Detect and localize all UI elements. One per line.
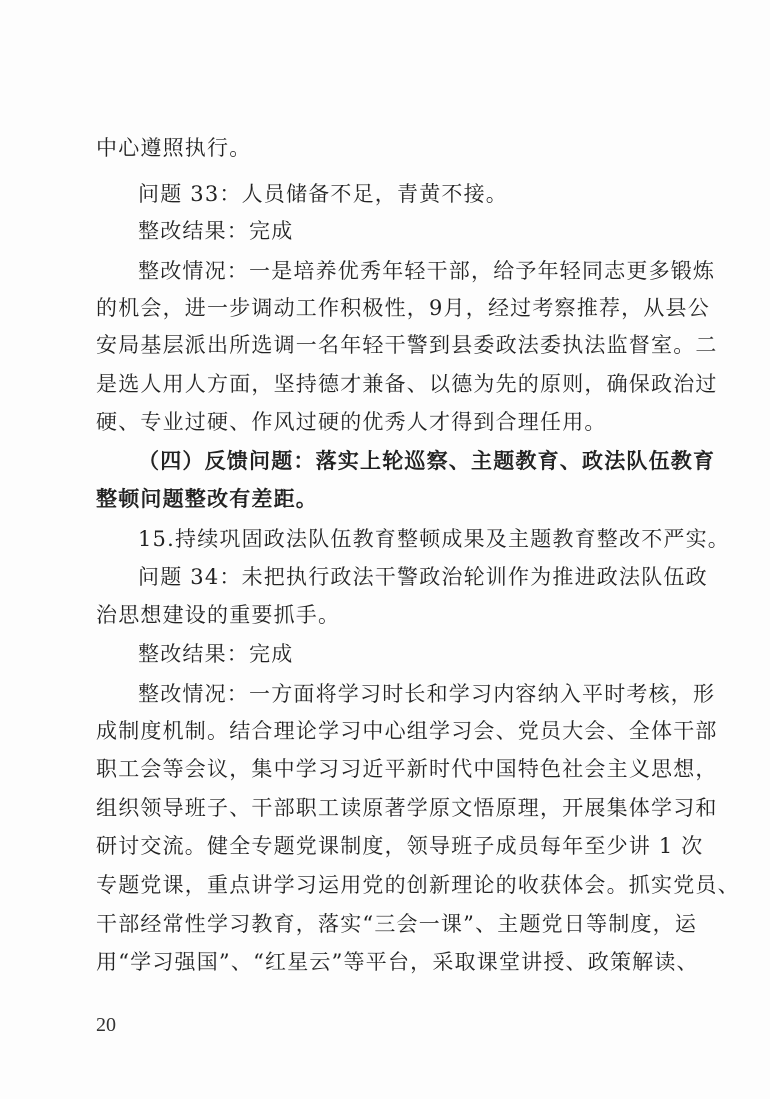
text-line: 整改结果：完成 xyxy=(138,219,294,243)
text-line: 干部经常性学习教育，落实“三会一课”、主题党日等制度，运 xyxy=(96,912,698,936)
text-line: 职工会等会议，集中学习习近平新时代中国特色社会主义思想， xyxy=(96,757,718,781)
text-line: 整改情况：一方面将学习时长和学习内容纳入平时考核，形 xyxy=(138,682,716,706)
text-line: 整改情况：一是培养优秀年轻干部，给予年轻同志更多锻炼 xyxy=(138,259,716,283)
page-number: 20 xyxy=(96,1014,116,1036)
text-line: 治思想建设的重要抓手。 xyxy=(96,603,341,627)
text-line: 中心遵照执行。 xyxy=(96,136,252,160)
text-line: 组织领导班子、干部职工读原著学原文悟原理，开展集体学习和 xyxy=(96,796,718,820)
text-line: 15.持续巩固政法队伍教育整顿成果及主题教育整改不严实。 xyxy=(138,527,730,551)
section-heading-line: （四）反馈问题：落实上轮巡察、主题教育、政法队伍教育 xyxy=(138,448,716,473)
text-line: 安局基层派出所选调一名年轻干警到县委政法委执法监督室。二 xyxy=(96,333,718,357)
text-line: 成制度机制。结合理论学习中心组学习会、党员大会、全体干部 xyxy=(96,719,718,743)
text-line: 硬、专业过硬、作风过硬的优秀人才得到合理任用。 xyxy=(96,410,607,434)
text-line: 是选人用人方面，坚持德才兼备、以德为先的原则，确保政治过 xyxy=(96,372,718,396)
text-line: 用“学习强国”、“红星云”等平台，采取课堂讲授、政策解读、 xyxy=(96,950,699,974)
text-line: 的机会，进一步调动工作积极性，9月，经过考察推荐，从县公 xyxy=(96,296,710,320)
text-line: 整改结果：完成 xyxy=(138,642,294,666)
section-heading-line: 整顿问题整改有差距。 xyxy=(96,486,318,511)
text-line: 问题 33：人员储备不足，青黄不接。 xyxy=(138,182,508,206)
text-line: 研讨交流。健全专题党课制度，领导班子成员每年至少讲 1 次 xyxy=(96,834,704,858)
text-line: 问题 34：未把执行政法干警政治轮训作为推进政法队伍政 xyxy=(138,565,708,589)
text-line: 专题党课，重点讲学习运用党的创新理论的收获体会。抓实党员、 xyxy=(96,873,740,897)
